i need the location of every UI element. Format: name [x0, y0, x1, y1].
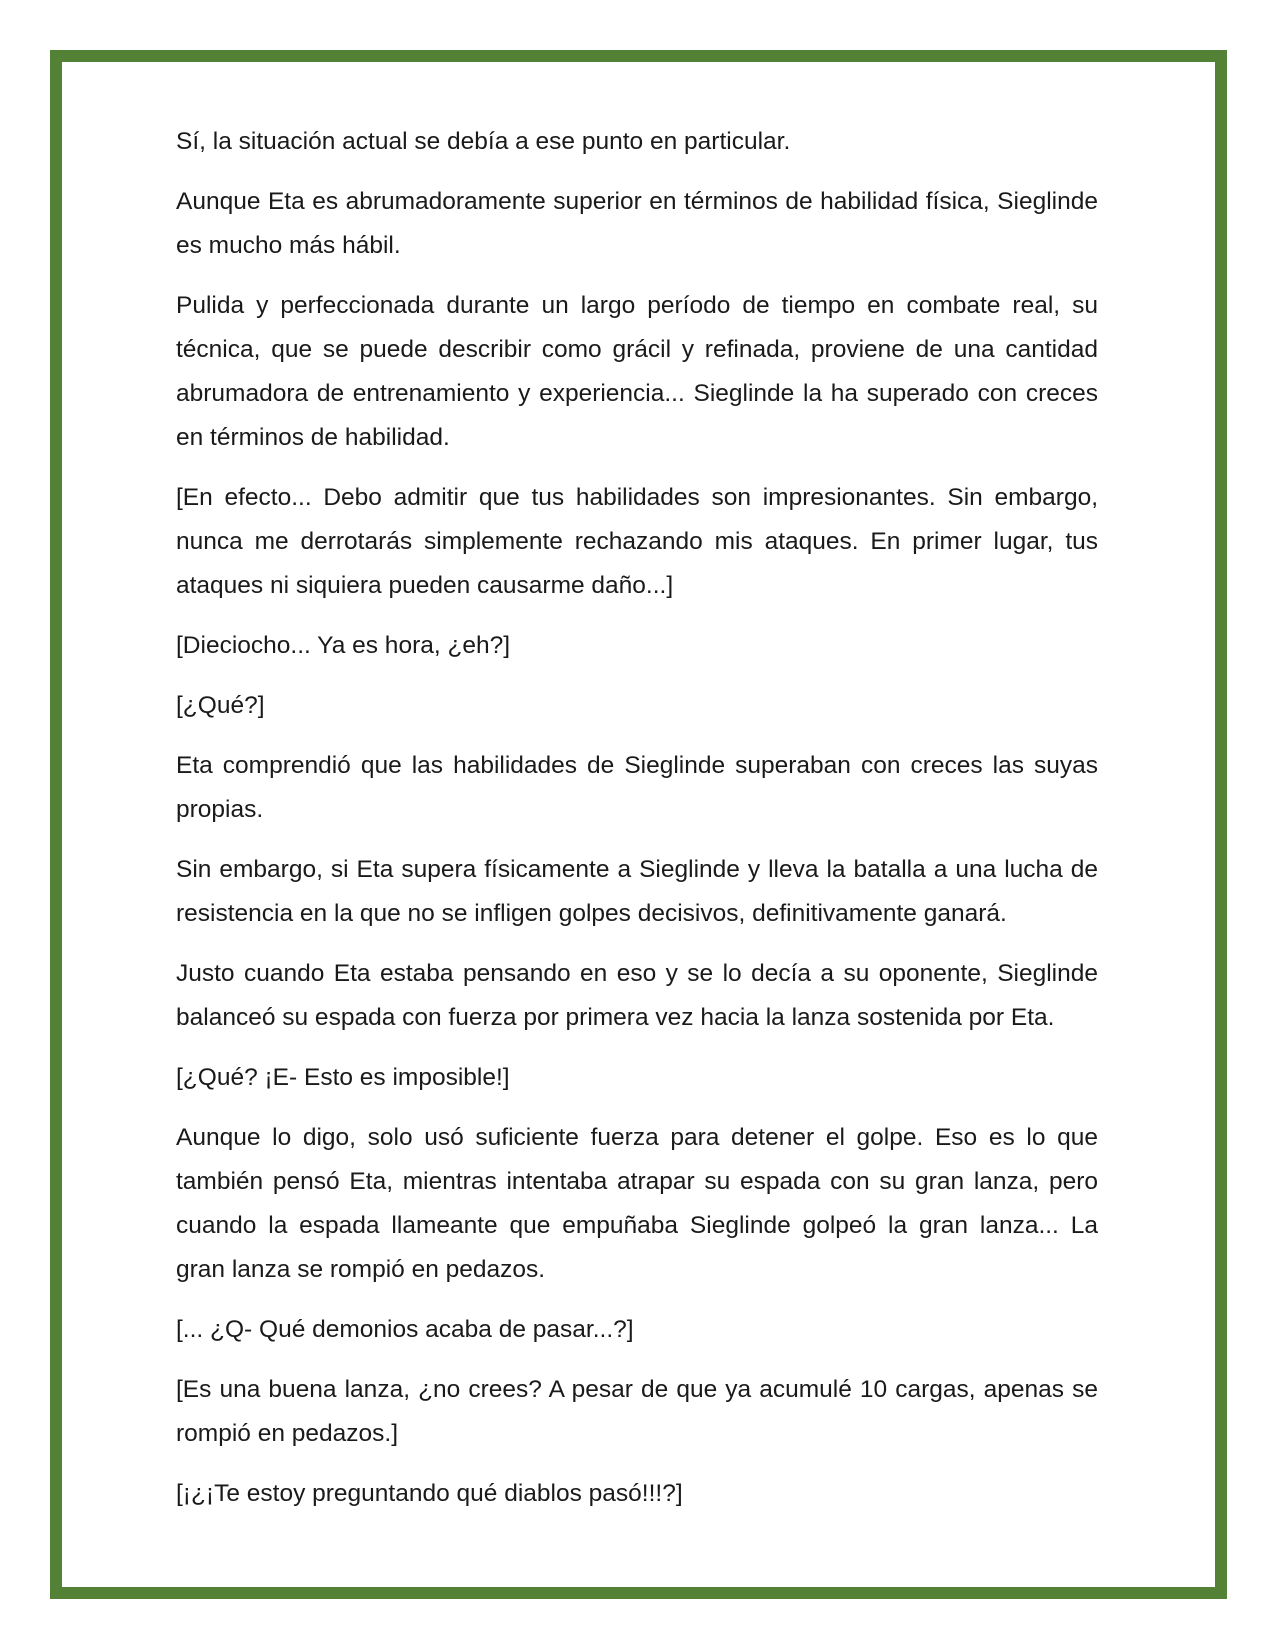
paragraph: Eta comprendió que las habilidades de Sieglinde superaban con creces las suyas propias. — [176, 752, 1098, 823]
paragraph: Sin embargo, si Eta supera físicamente a Sieglinde y lleva la batalla a una lucha de resistencia en la que no se infligen golpes decisivos, definitivamente ganará. — [176, 856, 1098, 927]
document-body — [176, 120, 1098, 1532]
paragraph: [¿Qué?] — [176, 692, 265, 719]
paragraph: [Es una buena lanza, ¿no crees? A pesar de que ya acumulé 10 cargas, apenas se rompió en pedazos.] — [176, 1376, 1098, 1447]
paragraph: [¿Qué? ¡E- Esto es imposible!] — [176, 1064, 510, 1091]
paragraph: Aunque Eta es abrumadoramente superior en términos de habilidad física, Sieglinde es mucho más hábil. — [176, 188, 1098, 259]
paragraph: Pulida y perfeccionada durante un largo período de tiempo en combate real, su técnica, que se puede describir como grácil y refinada, proviene de una cantidad abrumadora de entrenamiento y experiencia... Sieglinde la ha superado con creces en términos de habilidad. — [176, 292, 1098, 451]
paragraph: Sí, la situación actual se debía a ese punto en particular. — [176, 128, 791, 155]
paragraph: [En efecto... Debo admitir que tus habilidades son impresionantes. Sin embargo, nunca me derrotarás simplemente rechazando mis ataques. En primer lugar, tus ataques ni siquiera pueden causarme daño...] — [176, 484, 1098, 599]
paragraph: Aunque lo digo, solo usó suficiente fuerza para detener el golpe. Eso es lo que también pensó Eta, mientras intentaba atrapar su espada con su gran lanza, pero cuando la espada llameante que empuñaba Sieglinde golpeó la gran lanza... La gran lanza se rompió en pedazos. — [176, 1124, 1098, 1283]
paragraph: [¡¿¡Te estoy preguntando qué diablos pasó!!!?] — [176, 1480, 683, 1507]
paragraph: Justo cuando Eta estaba pensando en eso y se lo decía a su oponente, Sieglinde balanceó su espada con fuerza por primera vez hacia la lanza sostenida por Eta. — [176, 960, 1098, 1031]
paragraph: [... ¿Q- Qué demonios acaba de pasar...?] — [176, 1316, 634, 1343]
paragraph: [Dieciocho... Ya es hora, ¿eh?] — [176, 632, 511, 659]
